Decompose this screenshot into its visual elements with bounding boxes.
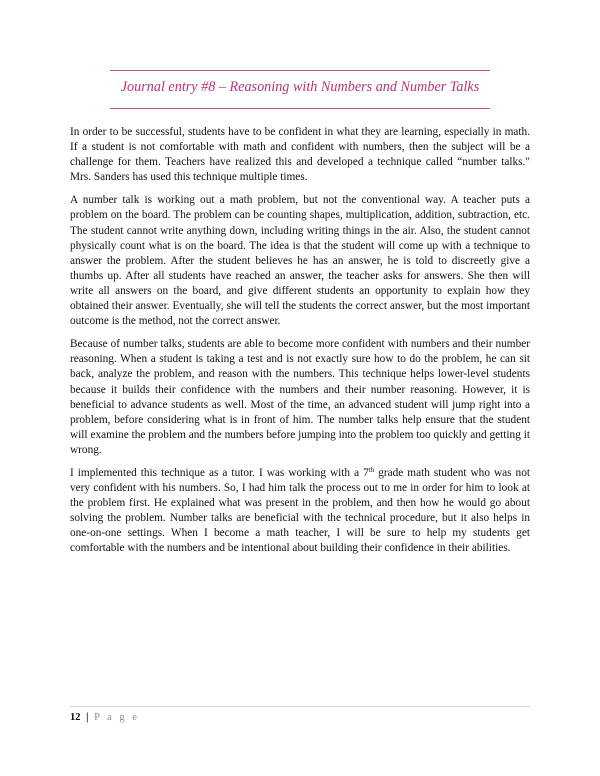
footer-separator: | bbox=[86, 712, 89, 723]
journal-entry-title: Journal entry #8 – Reasoning with Numbers and Number Talks bbox=[120, 79, 480, 95]
page-footer bbox=[70, 712, 139, 723]
paragraph-1: In order to be successful, students have to be confident in what they are learning, especially in math. If a student is not comfortable with math and confident with numbers, then the subject will be a challenge for them. Teachers have realized this and developed a technique called “number talks." Mrs. Sanders has used this technique multiple times. bbox=[70, 126, 530, 184]
paragraph-4-end: grade math student who was not very confident with his numbers. So, I had him talk the process out to me in order for him to look at the problem first. He explained what was present in the problem, and then how he would go about solving the problem. Number talks are beneficial with the technical procedure, but it also helps in one-on-one settings. When I become a math teacher, I will be sure to help my students get comfortable with the numbers and be intentional about building their confidence in their abilities. bbox=[70, 466, 530, 555]
title-top-rule bbox=[110, 70, 490, 71]
paragraph-2: A number talk is working out a math problem, but not the conventional way. A teacher puts a problem on the board. The problem can be counting shapes, multiplication, addition, subtraction, etc. The student cannot write anything down, including writing things in the air. Also, the student cannot physically count what is on the board. The idea is that the student will come up with a technique to answer the problem. After the student believes he has an answer, he is told to discreetly give a thumbs up. After all students have reached an answer, the teacher asks for answers. She then will write all answers on the board, and give different students an opportunity to explain how they obtained their answer. Eventually, she will tell the students the correct answer, but the most important outcome is the method, not the correct answer. bbox=[70, 194, 530, 328]
footer-rule bbox=[70, 706, 530, 707]
paragraph-4-start: I implemented this technique as a tutor. I was working with a 7 bbox=[70, 466, 369, 479]
journal-body bbox=[70, 125, 530, 565]
paragraph-4 bbox=[70, 466, 530, 557]
page-label: P a g e bbox=[94, 712, 140, 723]
paragraph-3: Because of number talks, students are able to become more confident with numbers and their number reasoning. When a student is taking a test and is not exactly sure how to do the problem, he can sit back, analyze the problem, and reason with the numbers. This technique helps lower-level students because it builds their confidence with the numbers and their number reasoning. However, it is beneficial to advance students as well. Most of the time, an advanced student will jump right into a problem, before considering what is in front of him. The number talks help ensure that the student will examine the problem and the numbers before jumping into the problem too quickly and getting it wrong. bbox=[70, 338, 530, 456]
page-number: 12 bbox=[70, 712, 81, 723]
ordinal-suffix: th bbox=[368, 465, 375, 474]
title-bottom-rule bbox=[110, 108, 490, 109]
